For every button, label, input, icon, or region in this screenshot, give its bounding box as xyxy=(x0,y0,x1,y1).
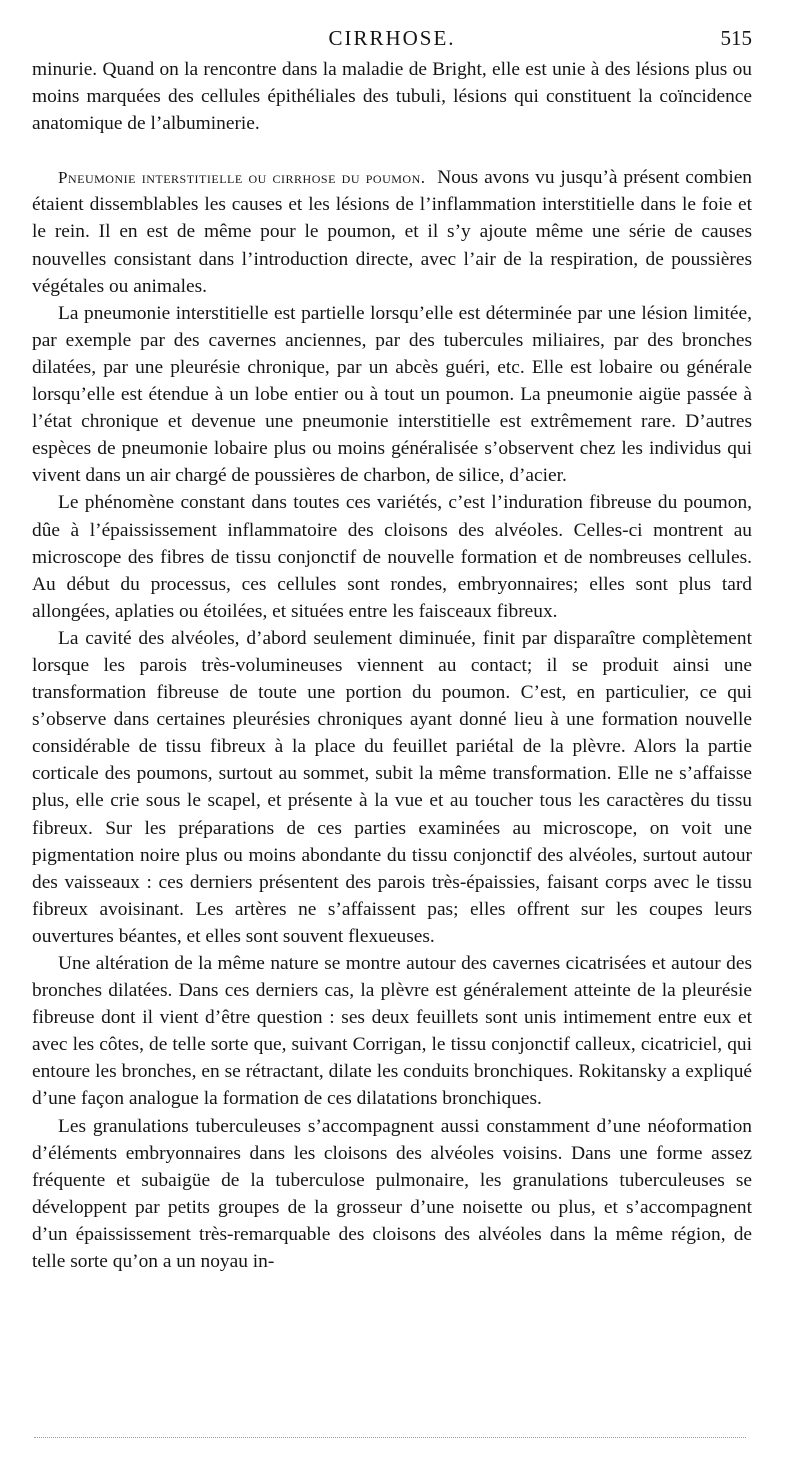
document-page xyxy=(32,26,752,1275)
running-title: CIRRHOSE. xyxy=(328,26,456,50)
section-break xyxy=(32,137,752,164)
paragraph-3: La pneumonie interstitielle est partielle lorsqu’elle est déterminée par une lésion limitée, par exemple par des cavernes anciennes, par des tubercules miliaires, par des bronches dilatées, par une pleurésie chronique, par un abcès guéri, etc. Elle est lobaire ou générale lorsqu’elle est étendue à un lobe entier ou à tout un poumon. La pneumonie aigüe passée à l’état chronique et devenue une pneumonie interstitielle est extrêmement rare. D’autres espèces de pneumonie lobaire plus ou moins généralisée s’observent chez les individus qui vivent dans un air chargé de poussières de charbon, de silice, d’acier. xyxy=(32,302,752,487)
paragraph-7: Les granulations tuberculeuses s’accompagnent aussi constamment d’une néoformation d’éléments embryonnaires dans les cloisons des alvéoles voisins. Dans une forme assez fréquente et subaigüe de la tuberculose pulmonaire, les granulations tuberculeuses se développent par petits groupes de la grosseur d’une noisette ou plus, et s’accompagnent d’un épaississement très-remarquable des cloisons des alvéoles dans la même région, de telle sorte qu’on a un noyau in- xyxy=(32,1115,752,1273)
footer-rule xyxy=(34,1437,746,1438)
paragraph-1: minurie. Quand on la rencontre dans la maladie de Bright, elle est unie à des lésions plus ou moins marquées des cellules épithéliales des tubuli, lésions qui constituent la coïncidence anatomique de l’albuminerie. xyxy=(32,59,752,135)
paragraph-5: La cavité des alvéoles, d’abord seulement diminuée, finit par disparaître complètement lorsque les parois très-volumineuses viennent au contact; il se produit ainsi une transformation fibreuse de toute une portion du poumon. C’est, en particulier, ce qui s’observe dans certaines pleurésies chroniques ayant donné lieu à une formation nouvelle considérable de tissu fibreux à la place du feuillet pariétal de la plèvre. Alors la partie corticale des poumons, surtout au sommet, subit la même transformation. Elle ne s’affaisse plus, elle crie sous le scapel, et présente à la vue et au toucher tous les caractères du tissu fibreux. Sur les préparations de ces parties examinées au microscope, on voit une pigmentation noire plus ou moins abondante du tissu conjonctif des alvéoles, surtout autour des vaisseaux : ces derniers présentent des parois très-épaissies, faisant corps avec le tissu fibreux avoisinant. Les artères ne s’affaissent pas; elles offrent sur les coupes leurs ouvertures béantes, et elles sont souvent flexueuses. xyxy=(32,627,752,947)
paragraph-6: Une altération de la même nature se montre autour des cavernes cicatrisées et autour des bronches dilatées. Dans ces derniers cas, la plèvre est généralement atteinte de la pleurésie fibreuse dont il vient d’être question : ses deux feuillets sont unis intimement entre eux et avec les côtes, de telle sorte que, suivant Corrigan, le tissu conjonctif calleux, cicatriciel, qui entoure les bronches, en se rétractant, dilate les conduits bronchiques. Rokitansky a expliqué d’une façon analogue la formation de ces dilatations bronchiques. xyxy=(32,953,752,1110)
paragraph-4: Le phénomène constant dans toutes ces variétés, c’est l’induration fibreuse du poumon, dûe à l’épaississement inflammatoire des cloisons des alvéoles. Celles-ci montrent au microscope des fibres de tissu conjonctif de nouvelle formation et de nombreuses cellules. Au début du processus, ces cellules sont rondes, embryonnaires; elles sont plus tard allongées, aplaties ou étoilées, et situées entre les faisceaux fibreux. xyxy=(32,492,752,622)
paragraph-2 xyxy=(32,164,752,299)
section-heading: Pneumonie interstitielle ou cirrhose du poumon. xyxy=(58,168,426,188)
running-header xyxy=(32,26,752,56)
body-text xyxy=(32,56,752,1275)
page-number: 515 xyxy=(720,26,752,50)
paragraph-2-text: Nous avons vu jusqu’à présent combien étaient dissemblables les causes et les lésions de l’inflammation interstitielle dans le foie et le rein. Il en est de même pour le poumon, et il s’y ajoute même une série de causes nouvelles consistant dans l’introduction directe, avec l’air de la respiration, de poussières végétales ou animales. xyxy=(32,167,753,297)
